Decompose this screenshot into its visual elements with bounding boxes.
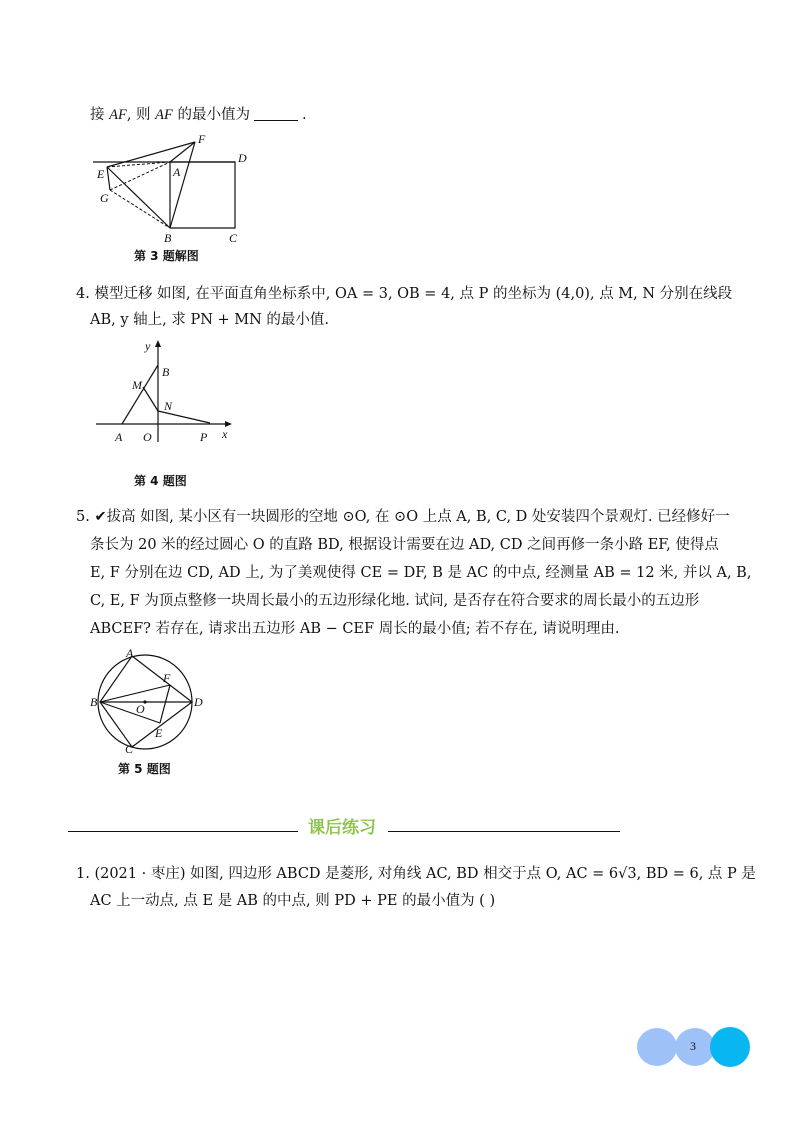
page-number: 3 (690, 1039, 696, 1053)
q3-text-a: 接 (90, 107, 105, 123)
q3-caption: 第 3 题解图 (134, 249, 199, 263)
q4-label-o: O (143, 430, 152, 444)
q3-var-af-1: AF (109, 107, 127, 123)
q4-label-m: M (132, 378, 142, 392)
q4-label-y: y (145, 339, 151, 353)
q3-text-e: 的最小值为 (177, 107, 250, 123)
q5-line-4: C, E, F 为顶点整修一块周长最小的五边形绿化地. 试问, 是否存在符合要求的周长最小的五边形 (90, 593, 700, 609)
q3-label-a: A (173, 165, 181, 179)
q4-label-n: N (164, 399, 173, 413)
q3-label-f: F (198, 132, 206, 146)
section-rule-right (388, 831, 620, 832)
q5-label-b: B (90, 695, 98, 709)
q4-label-x: x (222, 427, 228, 441)
q5-line-3: E, F 分别在边 CD, AD 上, 为了美观使得 CE = DF, B 是 AC 的中点, 经测量 AB = 12 米, 并以 A, B, (90, 565, 752, 581)
q5-label-c: C (125, 742, 134, 756)
q3-period: . (301, 107, 307, 123)
q5-figure (90, 645, 210, 757)
q3-figure (85, 132, 255, 247)
section-rule-left (68, 831, 298, 832)
q5-caption: 第 5 题图 (118, 762, 171, 776)
q3-label-e: E (97, 167, 105, 181)
q4-caption: 第 4 题图 (134, 474, 187, 488)
q4-label-b: B (162, 365, 170, 379)
badge-circle-left (637, 1028, 677, 1066)
q5-line-5: ABCEF? 若存在, 请求出五边形 AB − CEF 周长的最小值; 若不存在, 请说明理由. (90, 621, 620, 637)
q5-label-o: O (136, 702, 145, 716)
hw1-line-2: AC 上一动点, 点 E 是 AB 的中点, 则 PD + PE 的最小值为 ( ) (90, 893, 496, 909)
q4-line-2: AB, y 轴上, 求 PN + MN 的最小值. (90, 312, 330, 328)
section-title: 课后练习 (308, 818, 376, 838)
q3-text-c: , 则 (126, 107, 151, 123)
q4-label-p: P (200, 430, 208, 444)
q3-label-c: C (229, 231, 238, 245)
q3-label-d: D (238, 151, 247, 165)
page-badge (637, 1027, 751, 1067)
q5-line-2: 条长为 20 米的经过圆心 O 的直路 BD, 根据设计需要在边 AD, CD 之间再修一条小路 EF, 使得点 (90, 537, 719, 553)
hw1-line-1: 1. (2021 · 枣庄) 如图, 四边形 ABCD 是菱形, 对角线 AC, BD 相交于点 O, AC = 6√3, BD = 6, 点 P 是 (76, 866, 756, 882)
answer-blank[interactable] (254, 106, 298, 121)
q4-label-a: A (115, 430, 123, 444)
q3-var-af-2: AF (155, 107, 173, 123)
q5-label-d: D (194, 695, 203, 709)
q5-label-a: A (126, 646, 134, 660)
q5-line-1: 5. ✔拔高 如图, 某小区有一块圆形的空地 ⊙O, 在 ⊙O 上点 A, B, C, D 处安装四个景观灯. 已经修好一 (76, 509, 730, 525)
q3-label-b: B (164, 231, 172, 245)
q5-label-e: E (155, 726, 163, 740)
q3-label-g: G (100, 191, 109, 205)
q4-figure (90, 337, 240, 449)
q5-label-f: F (163, 671, 171, 685)
q3-line (90, 105, 307, 125)
badge-circle-right (710, 1027, 750, 1067)
q4-line-1: 4. 模型迁移 如图, 在平面直角坐标系中, OA = 3, OB = 4, 点 P 的坐标为 (4,0), 点 M, N 分别在线段 (76, 286, 733, 302)
